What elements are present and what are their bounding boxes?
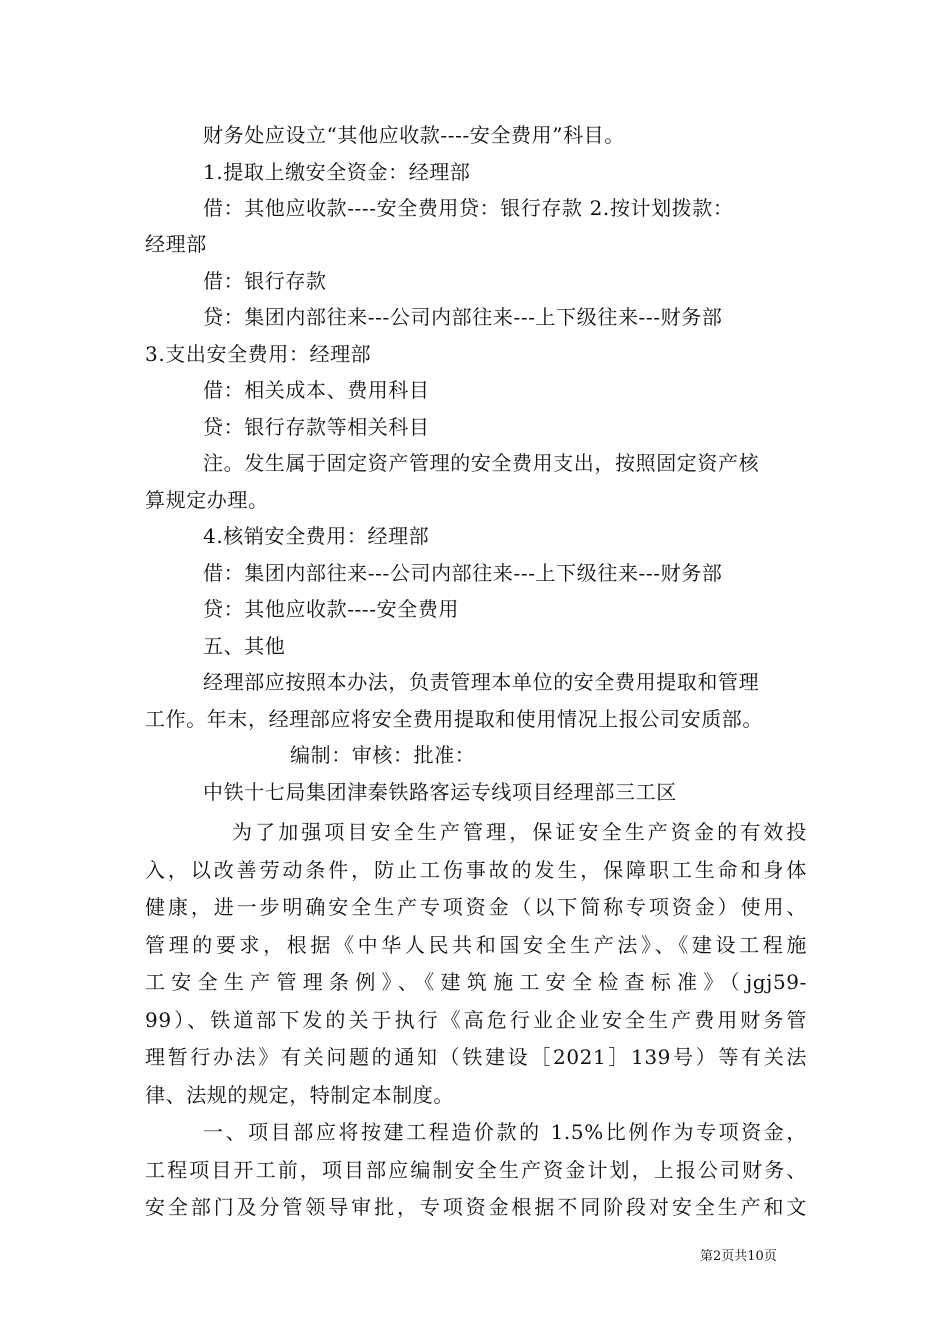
text-line: 工程项目开工前，项目部应编制安全生产资金计划，上报公司财务、 (145, 1158, 807, 1182)
text-line: 注。发生属于固定资产管理的安全费用支出，按照固定资产核 (203, 451, 760, 475)
text-line: 借：银行存款 (203, 269, 327, 293)
text-line: 3.支出安全费用：经理部 (145, 342, 372, 366)
text-line: 经理部 (145, 232, 207, 256)
text-line: 4.核销安全费用：经理部 (203, 524, 430, 548)
text-line: 经理部应按照本办法，负责管理本单位的安全费用提取和管理 (203, 670, 760, 694)
text-line: 为了加强项目安全生产管理，保证安全生产资金的有效投 (232, 820, 807, 844)
page-number: 第2页共10页 (700, 1249, 777, 1264)
text-line: 入，以改善劳动条件，防止工伤事故的发生，保障职工生命和身体 (145, 858, 807, 882)
text-line: 健康，进一步明确安全生产专项资金（以下简称专项资金）使用、 (145, 895, 807, 919)
text-line: 一、项目部应将按建工程造价款的 1.5%比例作为专项资金， (203, 1120, 807, 1144)
text-line: 管理的要求，根据《中华人民共和国安全生产法》、《建设工程施 (145, 933, 807, 957)
text-line: 算规定办理。 (145, 488, 269, 512)
text-line: 工安全生产管理条例》、《建筑施工安全检查标准》（jgj59- (145, 970, 807, 994)
text-line: 借：相关成本、费用科目 (203, 378, 430, 402)
text-line: 工作。年末，经理部应将安全费用提取和使用情况上报公司安质部。 (145, 707, 763, 731)
text-line: 贷：其他应收款----安全费用 (203, 597, 460, 621)
section-heading: 五、其他 (203, 634, 286, 658)
text-line: 借：其他应收款----安全费用贷：银行存款 2.按计划拨款： (203, 196, 734, 220)
text-line: 安全部门及分管领导审批，专项资金根据不同阶段对安全生产和文 (145, 1195, 807, 1219)
text-line: 借：集团内部往来---公司内部往来---上下级往来---财务部 (203, 561, 723, 585)
text-line: 贷：集团内部往来---公司内部往来---上下级往来---财务部 (203, 305, 723, 329)
text-line: 理暂行办法》有关问题的通知（铁建设［2021］139号）等有关法 (145, 1045, 807, 1069)
text-line: 贷：银行存款等相关科目 (203, 415, 430, 439)
text-line: 99）、铁道部下发的关于执行《高危行业企业安全生产费用财务管 (145, 1008, 807, 1032)
signature-line: 编制：审核：批准： (290, 743, 476, 767)
text-line: 律、法规的规定，特制定本制度。 (145, 1083, 454, 1107)
organization-name: 中铁十七局集团津秦铁路客运专线项目经理部三工区 (203, 780, 677, 804)
text-line: 财务处应设立“其他应收款----安全费用”科目。 (203, 123, 625, 147)
text-line: 1.提取上缴安全资金：经理部 (203, 160, 471, 184)
